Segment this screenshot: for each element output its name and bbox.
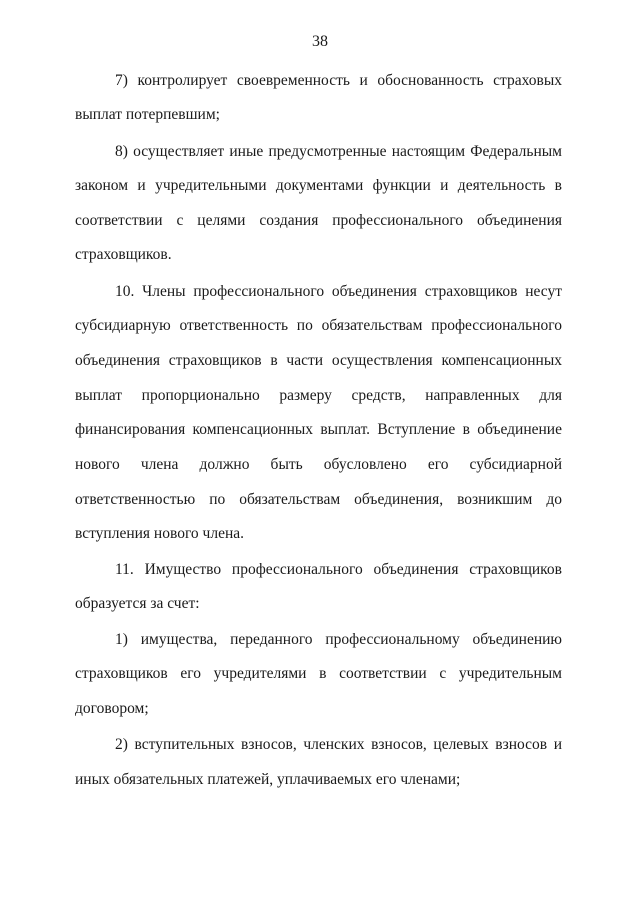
paragraph-line: финансирования компенсационных выплат. Вступление в объединение (75, 421, 562, 438)
paragraph-line: выплат пропорционально размеру средств, направленных для (75, 387, 562, 404)
paragraph-line: 2) вступительных взносов, членских взносов, целевых взносов и (115, 736, 562, 753)
paragraph-line: вступления нового члена. (75, 525, 244, 542)
paragraph-line: соответствии с целями создания профессионального объединения (75, 212, 562, 229)
page-number: 38 (312, 33, 328, 50)
paragraph-line: выплат потерпевшим; (75, 106, 220, 123)
paragraph-line: нового члена должно быть обусловлено его субсидиарной (75, 456, 562, 473)
paragraph-line: страховщиков его учредителями в соответствии с учредительным (75, 665, 562, 682)
paragraph-line: 10. Члены профессионального объединения страховщиков несут (115, 283, 562, 300)
paragraph-line: 11. Имущество профессионального объединения страховщиков (115, 561, 562, 578)
paragraph-line: законом и учредительными документами функции и деятельность в (75, 177, 562, 194)
paragraph-line: 8) осуществляет иные предусмотренные настоящим Федеральным (115, 143, 562, 160)
paragraph-line: договором; (75, 700, 149, 717)
paragraph-line: ответственностью по обязательствам объединения, возникшим до (75, 491, 562, 508)
paragraph-line: субсидиарную ответственность по обязательствам профессионального (75, 317, 562, 334)
paragraph-line: 1) имущества, переданного профессиональному объединению (115, 631, 562, 648)
paragraph-line: страховщиков. (75, 246, 172, 263)
paragraph-line: иных обязательных платежей, уплачиваемых его членами; (75, 771, 461, 788)
paragraph-line: образуется за счет: (75, 595, 200, 612)
paragraph-line: объединения страховщиков в части осуществления компенсационных (75, 352, 562, 369)
paragraph-line: 7) контролирует своевременность и обоснованность страховых (115, 72, 562, 89)
